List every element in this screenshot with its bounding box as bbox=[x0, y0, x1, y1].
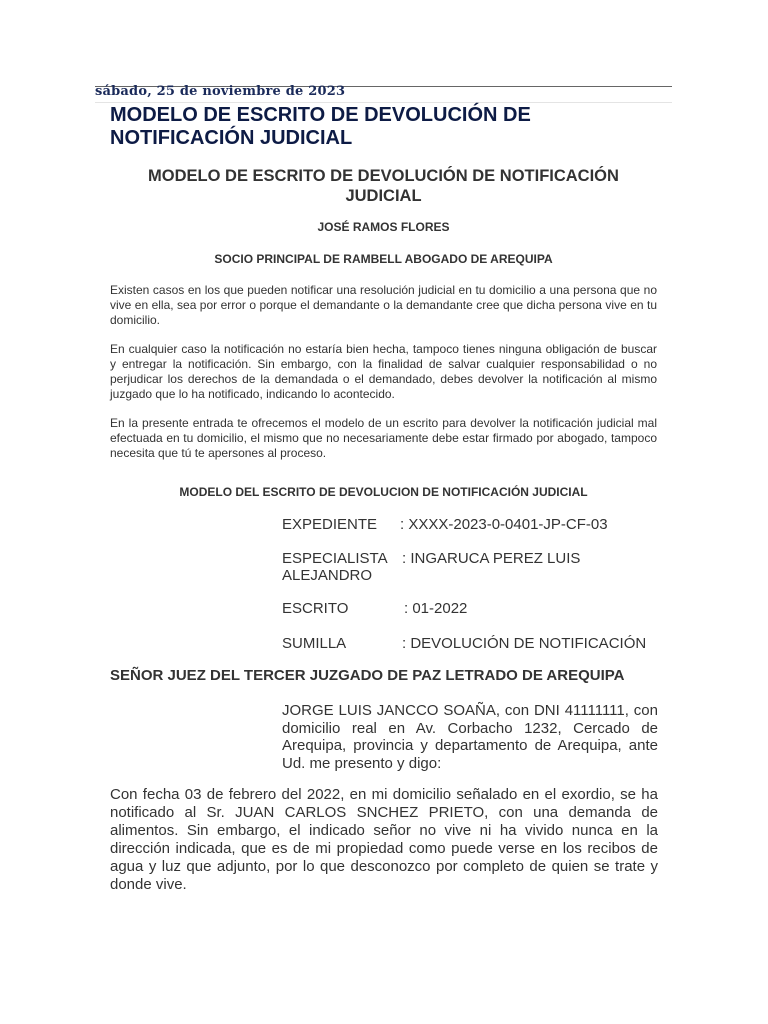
sumilla-label: SUMILLA bbox=[282, 635, 347, 652]
author-role: SOCIO PRINCIPAL DE RAMBELL ABOGADO DE AREQUIPA bbox=[214, 252, 553, 266]
post-title[interactable]: MODELO DE ESCRITO DE DEVOLUCIÓN DE NOTIFICACIÓN JUDICIAL bbox=[110, 104, 531, 149]
especialista-value: : INGARUCA PEREZ LUIS bbox=[402, 550, 581, 567]
author-name: JOSÉ RAMOS FLORES bbox=[317, 220, 450, 234]
sumilla-value: : DEVOLUCIÓN DE NOTIFICACIÓN bbox=[402, 635, 647, 652]
paragraph-2: En cualquier caso la notificación no estaría bien hecha, tampoco tienes ninguna obligación de buscar y entregar la notificación. Sin embargo, con la finalidad de salvar cualquier responsabilidad o no perjudicar los derechos de la demandada o el demandado, debes devolver la notificación al mismo juzgado que lo ha notificado, indicando lo acontecido. bbox=[110, 342, 657, 401]
post-date: sábado, 25 de noviembre de 2023 bbox=[95, 84, 346, 99]
date-divider bbox=[95, 102, 672, 103]
expediente-label: EXPEDIENTE bbox=[282, 516, 378, 533]
expediente-value: : XXXX-2023-0-0401-JP-CF-03 bbox=[400, 516, 608, 533]
escrito-value: : 01-2022 bbox=[404, 600, 468, 617]
paragraph-1: Existen casos en los que pueden notificar una resolución judicial en tu domicilio a una persona que no vive en ella, sea por error o porque el demandante o la demandante cree que dicha persona vive en tu domicilio. bbox=[110, 283, 657, 327]
especialista-label: ESPECIALISTA bbox=[282, 550, 388, 567]
field-especialista bbox=[282, 550, 662, 567]
model-heading: MODELO DEL ESCRITO DE DEVOLUCION DE NOTIFICACIÓN JUDICIAL bbox=[179, 485, 588, 499]
field-sumilla bbox=[282, 635, 662, 652]
document-title: MODELO DE ESCRITO DE DEVOLUCIÓN DE NOTIFICACIÓN JUDICIAL bbox=[148, 167, 619, 205]
body-paragraph: Con fecha 03 de febrero del 2022, en mi domicilio señalado en el exordio, se ha notificado al Sr. JUAN CARLOS SNCHEZ PRIETO, con una demanda de alimentos. Sin embargo, el indicado señor no vive ni ha vivido nunca en la dirección indicada, que es de mi propiedad como puede verse en los recibos de agua y luz que adjunto, por lo que desconozco por completo de quien se trate y donde vive. bbox=[110, 786, 658, 893]
field-expediente bbox=[282, 516, 662, 533]
escrito-label: ESCRITO bbox=[282, 600, 349, 617]
judge-heading: SEÑOR JUEZ DEL TERCER JUZGADO DE PAZ LETRADO DE AREQUIPA bbox=[110, 667, 625, 684]
intro-paragraph: JORGE LUIS JANCCO SOAÑA, con DNI 41111111, con domicilio real en Av. Corbacho 1232, Cercado de Arequipa, provincia y departamento de Arequipa, ante Ud. me presento y digo: bbox=[282, 702, 658, 772]
paragraph-3: En la presente entrada te ofrecemos el modelo de un escrito para devolver la notificación judicial mal efectuada en tu domicilio, el mismo que no necesariamente debe estar firmado por abogado, tampoco necesita que tú te apersones al proceso. bbox=[110, 416, 657, 460]
field-escrito bbox=[282, 600, 662, 617]
especialista-value-cont: ALEJANDRO bbox=[282, 567, 373, 584]
